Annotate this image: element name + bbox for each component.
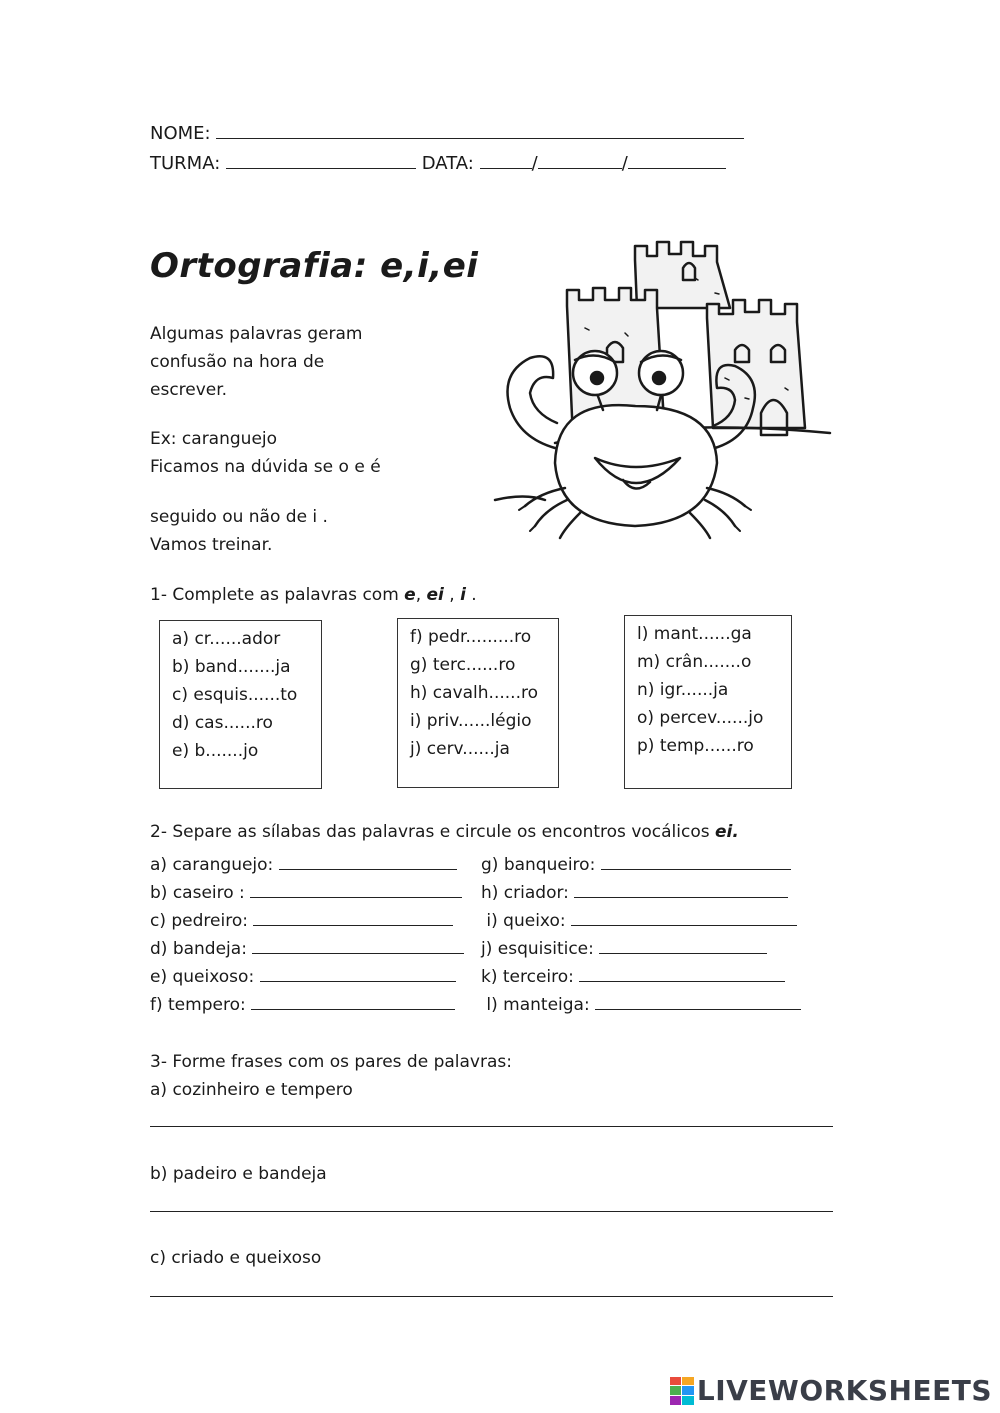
date-label: DATA:	[421, 153, 474, 174]
word-label: c) pedreiro:	[150, 911, 248, 931]
fill-word-item[interactable]: o) percev......jo	[637, 708, 764, 728]
answer-blank[interactable]	[595, 994, 801, 1010]
word-label: j) esquisitice:	[481, 939, 594, 959]
word-label: i) queixo:	[486, 911, 566, 931]
class-blank[interactable]	[226, 153, 416, 169]
word-label: g) banqueiro:	[481, 855, 596, 875]
example-line: Vamos treinar.	[150, 535, 273, 555]
fill-word-item[interactable]: f) pedr.........ro	[410, 627, 532, 647]
answer-blank[interactable]	[599, 938, 767, 954]
answer-blank[interactable]	[579, 966, 785, 982]
word-box-3	[624, 615, 792, 789]
word-label: f) tempero:	[150, 995, 246, 1015]
fill-word-item[interactable]: i) priv......légio	[410, 711, 532, 731]
word-label: a) caranguejo:	[150, 855, 274, 875]
answer-blank[interactable]	[574, 882, 788, 898]
fill-word-item[interactable]: a) cr......ador	[172, 629, 281, 649]
sentence-prompt-a: a) cozinheiro e tempero	[150, 1080, 353, 1100]
syllable-row	[481, 963, 801, 991]
emphasis-ei: ei.	[715, 822, 739, 842]
syllable-row	[150, 851, 464, 879]
syllable-row	[481, 935, 801, 963]
syllable-row	[150, 935, 464, 963]
example-line: Ex: caranguejo	[150, 429, 278, 449]
example-text	[150, 425, 381, 481]
name-blank[interactable]	[216, 123, 744, 139]
word-box-2	[397, 618, 559, 788]
name-label: NOME:	[150, 123, 211, 144]
exercise3-instruction: 3- Forme frases com os pares de palavras:	[150, 1052, 512, 1072]
answer-blank[interactable]	[252, 938, 464, 954]
syllable-row	[150, 991, 464, 1019]
example-line: seguido ou não de i .	[150, 507, 328, 527]
answer-blank[interactable]	[253, 910, 453, 926]
separator: .	[465, 585, 477, 605]
fill-word-item[interactable]: c) esquis......to	[172, 685, 298, 705]
separator: ,	[415, 585, 427, 605]
fill-word-item[interactable]: g) terc......ro	[410, 655, 516, 675]
word-label: b) caseiro :	[150, 883, 245, 903]
answer-blank[interactable]	[601, 854, 791, 870]
intro-line: confusão na hora de	[150, 352, 325, 372]
name-line	[150, 123, 744, 144]
fill-word-item[interactable]: d) cas......ro	[172, 713, 273, 733]
example-line: Ficamos na dúvida se o e é	[150, 457, 381, 477]
word-label: l) manteiga:	[486, 995, 590, 1015]
word-box-1	[159, 620, 322, 789]
intro-line: escrever.	[150, 380, 228, 400]
option-ei: ei	[426, 585, 444, 605]
answer-blank[interactable]	[279, 854, 457, 870]
fill-word-item[interactable]: n) igr......ja	[637, 680, 729, 700]
syllable-row	[481, 879, 801, 907]
fill-word-item[interactable]: e) b.......jo	[172, 741, 259, 761]
sentence-answer-line[interactable]	[150, 1126, 833, 1127]
crab-sandcastle-illustration	[485, 238, 835, 543]
watermark-text: LIVEWORKSHEETS	[696, 1374, 992, 1407]
liveworksheets-watermark[interactable]	[670, 1374, 992, 1407]
date-year-blank[interactable]	[628, 153, 726, 169]
instruction-text: 1- Complete as palavras com	[150, 585, 405, 605]
date-day-blank[interactable]	[480, 153, 532, 169]
option-e: e	[404, 585, 416, 605]
syllable-row	[481, 991, 801, 1019]
sentence-answer-line[interactable]	[150, 1211, 833, 1212]
fill-word-item[interactable]: b) band.......ja	[172, 657, 291, 677]
fill-word-item[interactable]: j) cerv......ja	[410, 739, 510, 759]
exercise2-instruction	[150, 818, 739, 846]
word-label: k) terceiro:	[481, 967, 574, 987]
syllable-row	[481, 907, 801, 935]
sentence-prompt-b: b) padeiro e bandeja	[150, 1164, 327, 1184]
page-title: Ortografia: e,i,ei	[150, 246, 479, 286]
sentence-answer-line[interactable]	[150, 1296, 833, 1297]
answer-blank[interactable]	[260, 966, 456, 982]
syllable-row	[150, 879, 464, 907]
fill-word-item[interactable]: m) crân.......o	[637, 652, 752, 672]
intro-text	[150, 320, 362, 404]
option-i: i	[460, 585, 466, 605]
date-month-blank[interactable]	[538, 153, 622, 169]
answer-blank[interactable]	[571, 910, 797, 926]
date-separator: /	[531, 153, 538, 174]
fill-word-item[interactable]: l) mant......ga	[637, 624, 752, 644]
instruction-text: 2- Separe as sílabas das palavras e circule os encontros vocálicos	[150, 822, 716, 842]
word-label: h) criador:	[481, 883, 569, 903]
example-text-2	[150, 503, 328, 559]
word-label: d) bandeja:	[150, 939, 247, 959]
syllable-left-column	[150, 851, 464, 1019]
syllable-row	[481, 851, 801, 879]
class-date-line	[150, 153, 726, 174]
exercise1-instruction	[150, 581, 477, 609]
syllable-row	[150, 963, 464, 991]
separator: ,	[443, 585, 461, 605]
word-label: e) queixoso:	[150, 967, 255, 987]
fill-word-item[interactable]: p) temp......ro	[637, 736, 754, 756]
fill-word-item[interactable]: h) cavalh......ro	[410, 683, 538, 703]
intro-line: Algumas palavras geram	[150, 324, 363, 344]
syllable-row	[150, 907, 464, 935]
answer-blank[interactable]	[251, 994, 455, 1010]
sentence-prompt-c: c) criado e queixoso	[150, 1248, 322, 1268]
liveworksheets-logo-icon	[670, 1377, 694, 1405]
date-separator: /	[621, 153, 628, 174]
answer-blank[interactable]	[250, 882, 462, 898]
class-label: TURMA:	[150, 153, 221, 174]
syllable-right-column	[481, 851, 801, 1019]
